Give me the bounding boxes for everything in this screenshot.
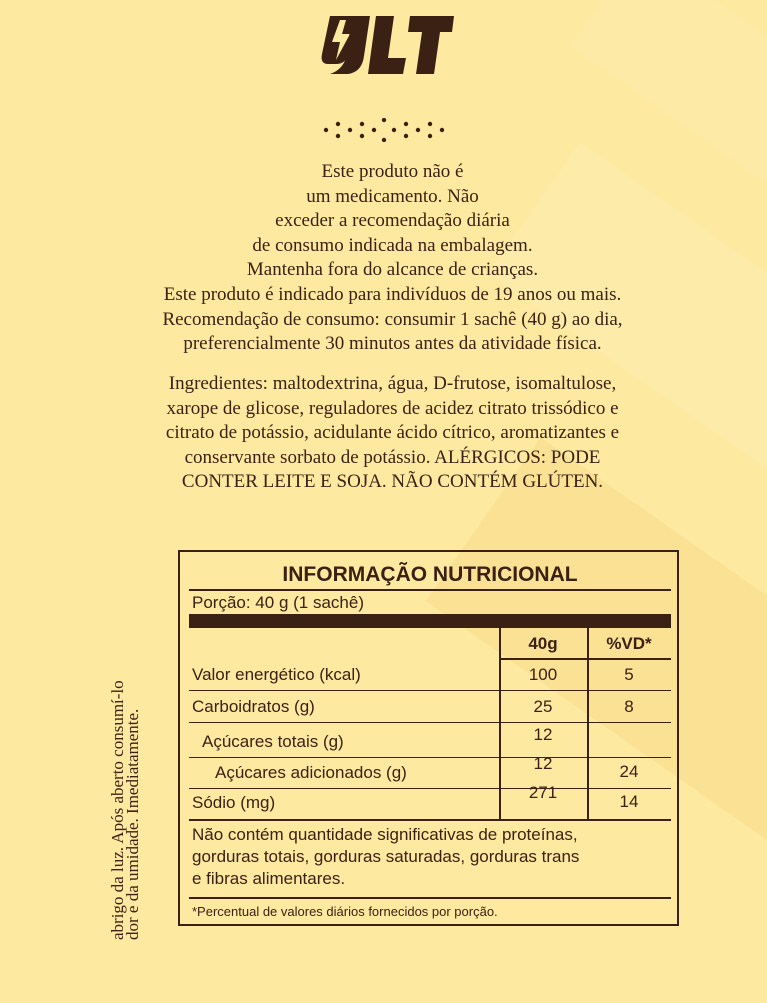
nutrition-note [192,824,670,890]
ingredients-line: xarope de glicose, reguladores de acidez citrato trissódico e [166,397,619,419]
warning-line: Mantenha fora do alcance de crianças. [246,259,539,281]
warning-line: exceder a recomendação diária [275,210,510,232]
ingredients-line: citrato de potássio, acidulante ácido cítrico, aromatizantes e [165,422,620,444]
ingredients-line: Ingredientes: maltodextrina, água, D-frutose, isomaltulose, [168,373,617,394]
nutrient-label: Valor energético (kcal) [192,665,361,684]
ingredients-text [120,372,665,495]
nutrient-label: Açúcares adicionados (g) [215,763,407,782]
nutrient-amount: 25 [533,697,553,716]
warning-line: um medicamento. Não [306,185,479,207]
table-row [189,783,671,821]
nutrient-vd: 8 [624,697,634,716]
brand-logo [320,14,454,76]
nutrient-amount: 100 [528,665,558,684]
column-divider [499,628,501,820]
lightning-bolt-icon [322,16,370,74]
nutrient-vd: 24 [619,762,639,781]
table-header-row [189,628,671,659]
header-divider [499,658,671,660]
nutrient-amount: 271 [528,783,558,802]
divider-bar [189,614,671,628]
nutrition-title: INFORMAÇÃO NUTRICIONAL [189,561,671,591]
ingredients-line: CONTER LEITE E SOJA. NÃO CONTÉM GLÚTEN. [181,471,604,493]
column-header-vd: %VD* [606,634,652,653]
note-line: Não contém quantidade significativas de proteínas, [192,825,578,844]
column-divider [587,628,589,820]
warning-line: Recomendação de consumo: consumir 1 sachê (40 g) ao dia, [162,308,623,330]
nutrient-amount: 12 [533,754,553,773]
nutrient-vd: 14 [619,792,639,811]
nutrition-table [189,628,671,821]
table-row [189,723,671,758]
nutrient-label: Açúcares totais (g) [202,732,344,751]
nutrient-amount: 12 [533,725,553,744]
footer-divider [189,897,671,899]
table-row [189,754,671,789]
side-text-line: abrigo da luz. Após aberto consumí-lo [108,680,127,940]
warning-line: preferencialmente 30 minutos antes da atividade física. [183,333,602,355]
warning-line: Este produto é indicado para indivíduos de 19 anos ou mais. [163,283,622,305]
footnote: *Percentual de valores diários fornecidos por porção. [192,904,498,919]
column-header-amount: 40g [528,634,558,653]
nutrition-facts-panel [178,550,679,926]
nutrient-vd: 5 [624,665,634,684]
nutrient-label: Sódio (mg) [192,793,276,812]
side-text-line: dor e da umidade. Imediatamente. [123,708,142,940]
note-line: gorduras totais, gorduras saturadas, gorduras trans [192,847,580,866]
warning-text [120,160,665,357]
nutrient-label: Carboidratos (g) [192,697,315,716]
warning-line: de consumo indicada na embalagem. [252,234,533,256]
side-rotated-text [70,680,150,940]
table-row [189,659,671,691]
warning-line: Este produto não é [321,161,464,182]
decorative-dots-icon [322,118,446,142]
portion-size: Porção: 40 g (1 sachê) [192,593,364,612]
ingredients-line: conservante sorbato de potássio. ALÉRGICOS: PODE [184,446,601,468]
table-row [189,691,671,723]
note-line: e fibras alimentares. [192,869,346,888]
